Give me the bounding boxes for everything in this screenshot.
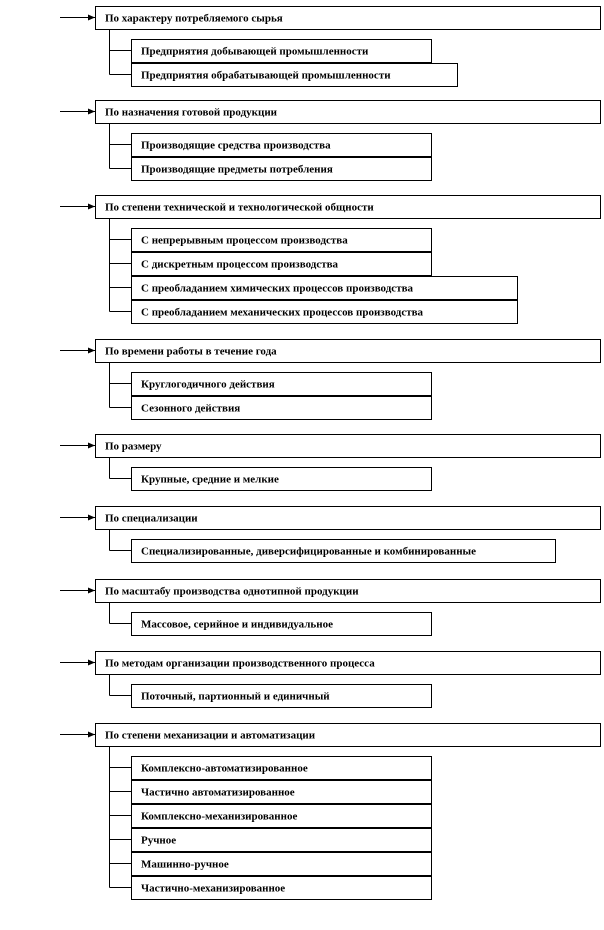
category-label: Специализированные, диверсифицированные и комбинированные	[141, 545, 477, 558]
category-label: Сезонного действия	[141, 402, 241, 415]
category-label: Массовое, серийное и индивидуальное	[141, 618, 333, 631]
classification-group	[60, 435, 601, 491]
classification-group	[60, 652, 601, 708]
category-label: С дискретным процессом производства	[141, 258, 339, 271]
category-label: Комплексно-механизированное	[141, 810, 298, 823]
category-label: Предприятия добывающей промышленности	[141, 45, 369, 58]
category-label: Предприятия обрабатывающей промышленности	[141, 69, 391, 82]
category-label: Круглогодичного действия	[141, 378, 275, 391]
classification-group	[60, 7, 601, 87]
criterion-label: По степени технической и технологической общности	[105, 201, 374, 214]
criterion-label: По размеру	[105, 440, 162, 453]
classification-group	[60, 507, 601, 563]
category-label: Машинно-ручное	[141, 858, 229, 871]
criterion-label: По назначения готовой продукции	[105, 106, 277, 119]
criterion-box	[96, 435, 601, 458]
category-label: Ручное	[141, 834, 177, 847]
criterion-label: По степени механизации и автоматизации	[105, 729, 316, 742]
classification-group	[60, 724, 601, 900]
category-label: Частично автоматизированное	[141, 786, 295, 799]
category-label: Крупные, средние и мелкие	[141, 473, 279, 486]
category-label: Комплексно-автоматизированное	[141, 762, 308, 775]
classification-group	[60, 196, 601, 324]
category-label: Частично-механизированное	[141, 882, 286, 895]
category-label: Поточный, партионный и единичный	[141, 690, 330, 703]
category-label: Производящие предметы потребления	[141, 163, 333, 176]
classification-group	[60, 580, 601, 636]
classification-group	[60, 101, 601, 181]
classification-group	[60, 340, 601, 420]
criterion-label: По масштабу производства однотипной продукции	[105, 585, 359, 598]
category-label: Производящие средства производства	[141, 139, 331, 152]
criterion-label: По специализации	[105, 512, 198, 525]
category-label: С преобладанием химических процессов производства	[141, 282, 414, 295]
category-label: С преобладанием механических процессов производства	[141, 306, 424, 319]
criterion-label: По времени работы в течение года	[105, 345, 277, 358]
criterion-label: По характеру потребляемого сырья	[105, 12, 283, 25]
criterion-label: По методам организации производственного процесса	[105, 657, 375, 670]
category-box	[132, 829, 432, 852]
category-label: С непрерывным процессом производства	[141, 234, 348, 247]
